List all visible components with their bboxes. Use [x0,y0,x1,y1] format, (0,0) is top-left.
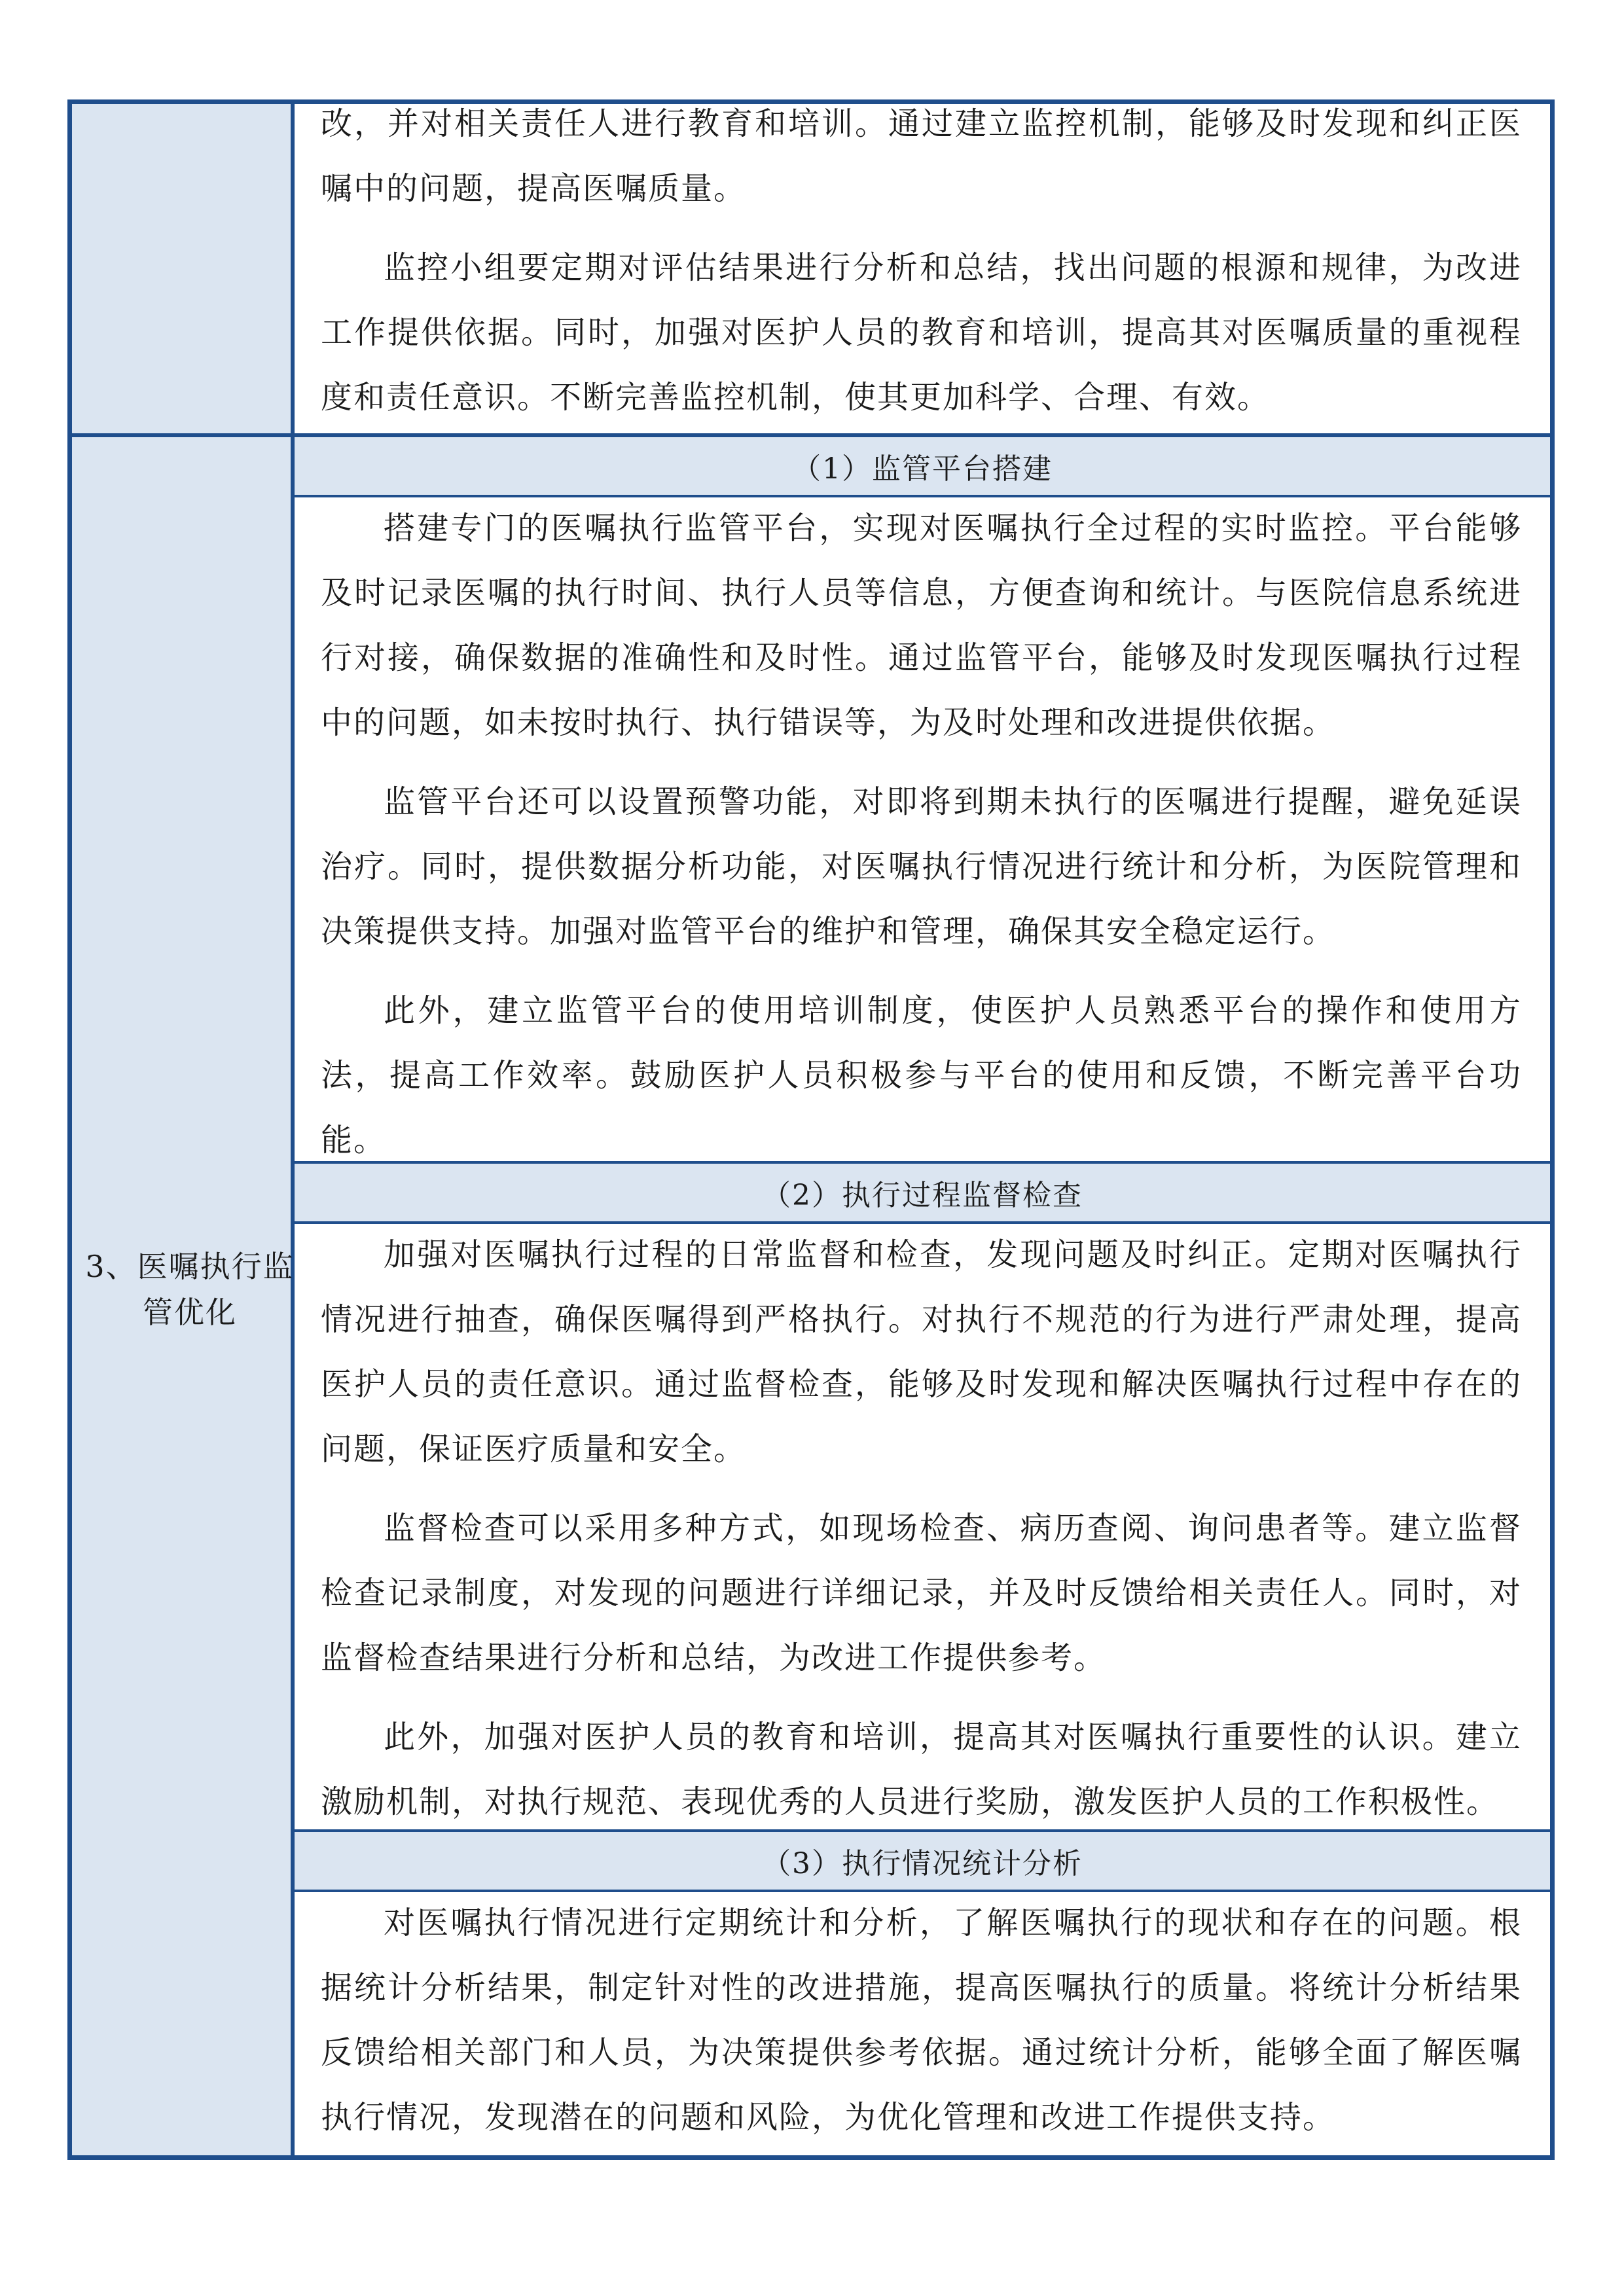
paragraph: 改，并对相关责任人进行教育和培训。通过建立监控机制，能够及时发现和纠正医嘱中的问题，提高医嘱质量。 [321,105,1522,207]
section3-label: 3、医嘱执行监管优化 [85,1249,295,1330]
subsection-3-title: （3）执行情况统计分析 [762,1847,1083,1880]
subsection-2-content [321,1223,1522,1849]
prev-section-content [321,92,1522,444]
subsection-2-title: （2）执行过程监督检查 [762,1179,1083,1212]
paragraph: 监控小组要定期对评估结果进行分析和总结，找出问题的根源和规律，为改进工作提供依据。同时，加强对医护人员的教育和培训，提高其对医嘱质量的重视程度和责任意识。不断完善监控机制，使其更加科学、合理、有效。 [321,249,1522,416]
paragraph: 此外，加强对医护人员的教育和培训，提高其对医嘱执行重要性的认识。建立激励机制，对执行规范、表现优秀的人员进行奖励，激发医护人员的工作积极性。 [321,1719,1522,1820]
subsection-1-content [321,496,1522,1187]
paragraph: 搭建专门的医嘱执行监管平台，实现对医嘱执行全过程的实时监控。平台能够及时记录医嘱的执行时间、执行人员等信息，方便查询和统计。与医院信息系统进行对接，确保数据的准确性和及时性。通过监管平台，能够及时发现医嘱执行过程中的问题，如未按时执行、执行错误等，为及时处理和改进提供依据。 [321,510,1522,741]
paragraph: 对医嘱执行情况进行定期统计和分析，了解医嘱执行的现状和存在的问题。根据统计分析结果，制定针对性的改进措施，提高医嘱执行的质量。将统计分析结果反馈给相关部门和人员，为决策提供参考依据。通过统计分析，能够全面了解医嘱执行情况，发现潜在的问题和风险，为优化管理和改进工作提供支持。 [321,1905,1522,2136]
column-divider [291,99,295,2160]
subsection-3-content [321,1891,1522,2164]
subsection-1-title: （1）监管平台搭建 [792,452,1053,486]
paragraph: 监督检查可以采用多种方式，如现场检查、病历查阅、询问患者等。建立监督检查记录制度，对发现的问题进行详细记录，并及时反馈给相关责任人。同时，对监督检查结果进行分析和总结，为改进工作提供参考。 [321,1510,1522,1676]
paragraph: 监管平台还可以设置预警功能，对即将到期未执行的医嘱进行提醒，避免延误治疗。同时，提供数据分析功能，对医嘱执行情况进行统计和分析，为医院管理和决策提供支持。加强对监管平台的维护和管理，确保其安全稳定运行。 [321,783,1522,950]
paragraph: 此外，建立监管平台的使用培训制度，使医护人员熟悉平台的操作和使用方法，提高工作效率。鼓励医护人员积极参与平台的使用和反馈，不断完善平台功能。 [321,992,1522,1158]
paragraph: 加强对医嘱执行过程的日常监督和检查，发现问题及时纠正。定期对医嘱执行情况进行抽查，确保医嘱得到严格执行。对执行不规范的行为进行严肃处理，提高医护人员的责任意识。通过监督检查，能够及时发现和解决医嘱执行过程中存在的问题，保证医疗质量和安全。 [321,1236,1522,1467]
